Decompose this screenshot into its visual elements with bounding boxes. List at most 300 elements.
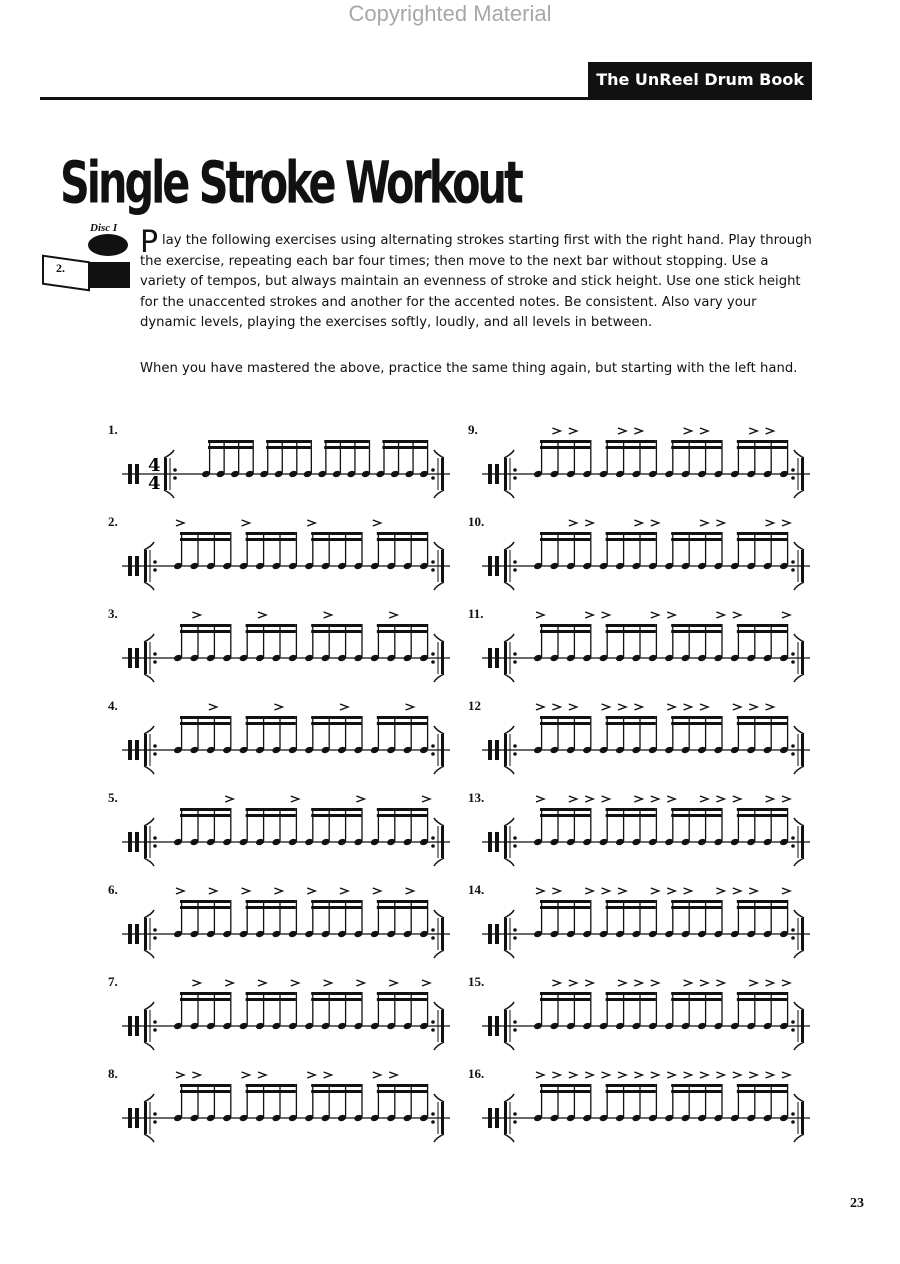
accent-mark — [782, 520, 790, 526]
accent-mark — [634, 796, 642, 802]
repeat-bracket-hook — [794, 450, 804, 458]
repeat-bracket-hook — [794, 766, 804, 774]
repeat-end-thick-bar — [801, 918, 804, 950]
repeat-start-thick-bar — [164, 458, 167, 490]
sixteenth-beam — [180, 624, 230, 627]
accent-mark — [274, 704, 282, 710]
accent-mark — [716, 980, 724, 986]
exercise-number: 4. — [108, 698, 118, 713]
sixteenth-beam — [246, 992, 296, 995]
repeat-bracket-hook — [794, 490, 804, 498]
repeat-bracket-hook — [144, 634, 154, 642]
percussion-clef-icon — [488, 556, 492, 576]
sixteenth-beam — [540, 716, 590, 719]
sixteenth-beam — [671, 900, 721, 903]
accent-mark — [684, 428, 692, 434]
repeat-bracket-hook — [434, 910, 444, 918]
percussion-clef-icon — [488, 924, 492, 944]
accent-mark — [667, 704, 675, 710]
rhythm-staff — [108, 974, 468, 1054]
percussion-clef-icon — [135, 556, 139, 576]
repeat-dot — [513, 560, 517, 564]
repeat-bracket-hook — [504, 1042, 514, 1050]
accent-mark — [585, 520, 593, 526]
rhythm-staff — [468, 790, 828, 870]
repeat-dot — [431, 660, 435, 664]
repeat-bracket-hook — [144, 726, 154, 734]
accent-mark — [651, 520, 659, 526]
accent-mark — [782, 980, 790, 986]
accent-mark — [274, 888, 282, 894]
rhythm-staff — [108, 514, 468, 594]
exercise-11 — [468, 606, 828, 686]
percussion-clef-icon — [135, 832, 139, 852]
accent-mark — [716, 1072, 724, 1078]
repeat-bracket-hook — [504, 490, 514, 498]
page-number: 23 — [850, 1196, 864, 1211]
rhythm-staff — [108, 882, 468, 962]
sixteenth-beam — [671, 446, 721, 449]
repeat-bracket-hook — [794, 1094, 804, 1102]
percussion-clef-icon — [128, 832, 132, 852]
accent-mark — [373, 520, 381, 526]
sixteenth-beam — [180, 716, 230, 719]
sixteenth-beam — [737, 814, 787, 817]
repeat-start-thick-bar — [504, 642, 507, 674]
sixteenth-beam — [246, 808, 296, 811]
sixteenth-beam — [180, 1084, 230, 1087]
repeat-dot — [153, 560, 157, 564]
repeat-dot — [153, 1112, 157, 1116]
repeat-bracket-hook — [434, 818, 444, 826]
sixteenth-beam — [377, 906, 427, 909]
sixteenth-beam — [606, 808, 656, 811]
repeat-bracket-hook — [434, 1094, 444, 1102]
accent-mark — [651, 796, 659, 802]
accent-mark — [585, 1072, 593, 1078]
accent-mark — [552, 1072, 560, 1078]
rhythm-staff — [468, 514, 828, 594]
sixteenth-beam — [311, 624, 361, 627]
sixteenth-beam — [180, 630, 230, 633]
accent-mark — [733, 796, 741, 802]
sixteenth-beam — [737, 446, 787, 449]
sixteenth-beam — [246, 1084, 296, 1087]
accent-mark — [569, 1072, 577, 1078]
sixteenth-beam — [311, 1084, 361, 1087]
repeat-bracket-hook — [434, 1134, 444, 1142]
repeat-bracket-hook — [794, 674, 804, 682]
repeat-bracket-hook — [144, 910, 154, 918]
rhythm-staff — [468, 606, 828, 686]
accent-mark — [585, 980, 593, 986]
repeat-dot — [513, 936, 517, 940]
sixteenth-beam — [671, 808, 721, 811]
repeat-dot — [431, 836, 435, 840]
sixteenth-beam — [671, 630, 721, 633]
sixteenth-beam — [311, 716, 361, 719]
repeat-dot — [513, 568, 517, 572]
repeat-bracket-hook — [794, 950, 804, 958]
accent-mark — [749, 704, 757, 710]
accent-mark — [618, 888, 626, 894]
percussion-clef-icon — [128, 740, 132, 760]
sixteenth-beam — [540, 630, 590, 633]
accent-mark — [356, 980, 364, 986]
track-block — [88, 262, 130, 288]
sixteenth-beam — [606, 906, 656, 909]
sixteenth-beam — [311, 998, 361, 1001]
accent-mark — [552, 888, 560, 894]
repeat-end-thick-bar — [801, 1010, 804, 1042]
accent-mark — [634, 520, 642, 526]
repeat-end-thick-bar — [441, 1102, 444, 1134]
accent-mark — [634, 704, 642, 710]
sixteenth-beam — [180, 538, 230, 541]
sixteenth-beam — [311, 808, 361, 811]
repeat-dot — [513, 836, 517, 840]
sixteenth-beam — [606, 532, 656, 535]
repeat-dot — [153, 936, 157, 940]
repeat-end-thick-bar — [801, 734, 804, 766]
percussion-clef-icon — [128, 1108, 132, 1128]
accent-mark — [569, 520, 577, 526]
repeat-bracket-hook — [434, 858, 444, 866]
exercise-9 — [468, 422, 828, 502]
accent-mark — [766, 704, 774, 710]
exercise-12 — [468, 698, 828, 778]
exercise-16 — [468, 1066, 828, 1146]
repeat-dot — [791, 468, 795, 472]
sixteenth-beam — [246, 900, 296, 903]
repeat-dot — [153, 836, 157, 840]
percussion-clef-icon — [488, 1016, 492, 1036]
accent-mark — [569, 428, 577, 434]
accent-mark — [291, 980, 299, 986]
exercise-3 — [108, 606, 468, 686]
sixteenth-beam — [180, 808, 230, 811]
repeat-start-thick-bar — [504, 1102, 507, 1134]
percussion-clef-icon — [128, 924, 132, 944]
disc-icon — [88, 234, 128, 256]
repeat-dot — [431, 1112, 435, 1116]
book-title-banner: The UnReel Drum Book — [588, 62, 812, 98]
accent-mark — [602, 1072, 610, 1078]
repeat-dot — [153, 568, 157, 572]
percussion-clef-icon — [488, 740, 492, 760]
sixteenth-beam — [737, 630, 787, 633]
sixteenth-beam — [540, 906, 590, 909]
repeat-dot — [513, 1028, 517, 1032]
sixteenth-beam — [246, 624, 296, 627]
sixteenth-beam — [377, 992, 427, 995]
rhythm-staff — [468, 1066, 828, 1146]
repeat-bracket-hook — [794, 1042, 804, 1050]
percussion-clef-icon — [135, 464, 139, 484]
repeat-bracket-hook — [794, 910, 804, 918]
repeat-dot — [153, 744, 157, 748]
sixteenth-beam — [246, 538, 296, 541]
rhythm-staff — [108, 790, 468, 870]
repeat-dot — [513, 928, 517, 932]
accent-mark — [291, 796, 299, 802]
percussion-clef-icon — [135, 648, 139, 668]
sixteenth-beam — [180, 532, 230, 535]
repeat-dot — [791, 936, 795, 940]
repeat-bracket-hook — [164, 450, 174, 458]
sixteenth-beam — [540, 722, 590, 725]
repeat-dot — [153, 1020, 157, 1024]
repeat-dot — [791, 560, 795, 564]
repeat-dot — [791, 1120, 795, 1124]
repeat-end-thick-bar — [441, 550, 444, 582]
accent-mark — [700, 520, 708, 526]
repeat-bracket-hook — [164, 490, 174, 498]
repeat-bracket-hook — [794, 726, 804, 734]
accent-mark — [242, 1072, 250, 1078]
percussion-clef-icon — [128, 648, 132, 668]
rhythm-staff — [108, 1066, 468, 1146]
repeat-bracket-hook — [504, 674, 514, 682]
sixteenth-beam — [737, 440, 787, 443]
sixteenth-beam — [671, 992, 721, 995]
repeat-bracket-hook — [794, 1134, 804, 1142]
rhythm-staff — [468, 422, 828, 502]
accent-mark — [716, 888, 724, 894]
accent-mark — [552, 704, 560, 710]
accent-mark — [373, 1072, 381, 1078]
sixteenth-beam — [671, 722, 721, 725]
exercise-number: 7. — [108, 974, 118, 989]
sixteenth-beam — [311, 532, 361, 535]
exercise-number: 11. — [468, 606, 484, 621]
accent-mark — [422, 796, 430, 802]
accent-mark — [700, 796, 708, 802]
accent-mark — [209, 888, 217, 894]
percussion-clef-icon — [135, 1108, 139, 1128]
repeat-start-thick-bar — [504, 550, 507, 582]
repeat-dot — [791, 844, 795, 848]
repeat-bracket-hook — [434, 450, 444, 458]
sixteenth-beam — [266, 440, 311, 443]
accent-mark — [602, 796, 610, 802]
repeat-bracket-hook — [144, 950, 154, 958]
exercise-number: 2. — [108, 514, 118, 529]
exercise-number: 8. — [108, 1066, 118, 1081]
repeat-bracket-hook — [144, 542, 154, 550]
repeat-end-thick-bar — [801, 550, 804, 582]
repeat-dot — [153, 660, 157, 664]
rhythm-staff — [468, 882, 828, 962]
sixteenth-beam — [377, 814, 427, 817]
repeat-bracket-hook — [434, 634, 444, 642]
accent-mark — [340, 888, 348, 894]
repeat-dot — [791, 744, 795, 748]
repeat-dot — [513, 652, 517, 656]
accent-mark — [749, 1072, 757, 1078]
repeat-bracket-hook — [144, 1002, 154, 1010]
exercise-10 — [468, 514, 828, 594]
sixteenth-beam — [246, 906, 296, 909]
percussion-clef-icon — [488, 648, 492, 668]
accent-mark — [634, 980, 642, 986]
time-signature-top: 4 — [148, 455, 161, 476]
repeat-dot — [431, 744, 435, 748]
accent-mark — [618, 980, 626, 986]
sixteenth-beam — [311, 814, 361, 817]
repeat-bracket-hook — [504, 858, 514, 866]
accent-mark — [782, 612, 790, 618]
repeat-bracket-hook — [504, 1134, 514, 1142]
exercise-6 — [108, 882, 468, 962]
sixteenth-beam — [606, 992, 656, 995]
accent-mark — [422, 980, 430, 986]
accent-mark — [766, 796, 774, 802]
accent-mark — [340, 704, 348, 710]
sixteenth-beam — [311, 538, 361, 541]
sixteenth-beam — [377, 630, 427, 633]
repeat-bracket-hook — [434, 1002, 444, 1010]
accent-mark — [569, 704, 577, 710]
sixteenth-beam — [377, 538, 427, 541]
repeat-end-thick-bar — [441, 642, 444, 674]
exercise-1 — [108, 422, 468, 502]
rhythm-staff — [108, 698, 468, 778]
sixteenth-beam — [382, 446, 427, 449]
repeat-dot — [431, 928, 435, 932]
repeat-bracket-hook — [434, 490, 444, 498]
accent-mark — [536, 612, 544, 618]
repeat-bracket-hook — [504, 726, 514, 734]
accent-mark — [258, 1072, 266, 1078]
repeat-start-thick-bar — [144, 1102, 147, 1134]
accent-mark — [406, 704, 414, 710]
sixteenth-beam — [208, 440, 253, 443]
repeat-bracket-hook — [504, 766, 514, 774]
repeat-dot — [791, 476, 795, 480]
percussion-clef-icon — [135, 1016, 139, 1036]
sixteenth-beam — [324, 440, 369, 443]
exercise-number: 15. — [468, 974, 485, 989]
sixteenth-beam — [377, 808, 427, 811]
repeat-dot — [431, 1120, 435, 1124]
sixteenth-beam — [606, 1090, 656, 1093]
time-signature-bottom: 4 — [148, 473, 161, 494]
accent-mark — [733, 704, 741, 710]
exercise-number: 6. — [108, 882, 118, 897]
repeat-start-thick-bar — [504, 458, 507, 490]
accent-mark — [733, 612, 741, 618]
accent-mark — [651, 888, 659, 894]
repeat-dot — [513, 468, 517, 472]
repeat-end-thick-bar — [441, 826, 444, 858]
repeat-bracket-hook — [794, 634, 804, 642]
repeat-dot — [431, 560, 435, 564]
sixteenth-beam — [540, 446, 590, 449]
repeat-bracket-hook — [144, 582, 154, 590]
percussion-clef-icon — [128, 1016, 132, 1036]
percussion-clef-icon — [495, 1016, 499, 1036]
exercise-14 — [468, 882, 828, 962]
accent-mark — [782, 796, 790, 802]
sixteenth-beam — [671, 532, 721, 535]
repeat-start-thick-bar — [144, 550, 147, 582]
accent-mark — [552, 980, 560, 986]
repeat-end-thick-bar — [441, 458, 444, 490]
accent-mark — [569, 980, 577, 986]
sixteenth-beam — [246, 630, 296, 633]
sixteenth-beam — [671, 906, 721, 909]
accent-mark — [569, 796, 577, 802]
accent-mark — [192, 612, 200, 618]
exercise-8 — [108, 1066, 468, 1146]
accent-mark — [716, 520, 724, 526]
repeat-end-thick-bar — [441, 1010, 444, 1042]
repeat-end-thick-bar — [801, 458, 804, 490]
repeat-dot — [791, 1020, 795, 1024]
sixteenth-beam — [737, 992, 787, 995]
accent-mark — [307, 888, 315, 894]
accent-mark — [684, 704, 692, 710]
accent-mark — [782, 1072, 790, 1078]
repeat-start-thick-bar — [504, 734, 507, 766]
sixteenth-beam — [606, 440, 656, 443]
copyright-watermark: Copyrighted Material — [348, 1, 552, 26]
repeat-dot — [513, 660, 517, 664]
repeat-dot — [513, 844, 517, 848]
repeat-dot — [173, 468, 177, 472]
repeat-bracket-hook — [794, 818, 804, 826]
repeat-dot — [153, 1028, 157, 1032]
disc-track-badge — [42, 222, 136, 292]
repeat-dot — [431, 468, 435, 472]
accent-mark — [602, 612, 610, 618]
accent-mark — [602, 704, 610, 710]
repeat-start-thick-bar — [144, 918, 147, 950]
sixteenth-beam — [180, 906, 230, 909]
sixteenth-beam — [377, 998, 427, 1001]
sixteenth-beam — [540, 538, 590, 541]
repeat-dot — [791, 568, 795, 572]
repeat-dot — [791, 1028, 795, 1032]
exercise-number: 12 — [468, 698, 481, 713]
repeat-dot — [791, 652, 795, 656]
sixteenth-beam — [324, 446, 369, 449]
accent-mark — [192, 1072, 200, 1078]
accent-mark — [585, 796, 593, 802]
sixteenth-beam — [377, 716, 427, 719]
accent-mark — [782, 888, 790, 894]
sixteenth-beam — [671, 440, 721, 443]
percussion-clef-icon — [495, 924, 499, 944]
sixteenth-beam — [606, 722, 656, 725]
sixteenth-beam — [671, 538, 721, 541]
percussion-clef-icon — [495, 464, 499, 484]
repeat-bracket-hook — [144, 1094, 154, 1102]
repeat-bracket-hook — [434, 542, 444, 550]
sixteenth-beam — [540, 814, 590, 817]
repeat-bracket-hook — [144, 766, 154, 774]
accent-mark — [749, 428, 757, 434]
repeat-dot — [513, 1020, 517, 1024]
repeat-bracket-hook — [794, 1002, 804, 1010]
sixteenth-beam — [180, 814, 230, 817]
sixteenth-beam — [606, 630, 656, 633]
repeat-bracket-hook — [504, 910, 514, 918]
accent-mark — [684, 980, 692, 986]
accent-mark — [618, 704, 626, 710]
repeat-dot — [153, 752, 157, 756]
